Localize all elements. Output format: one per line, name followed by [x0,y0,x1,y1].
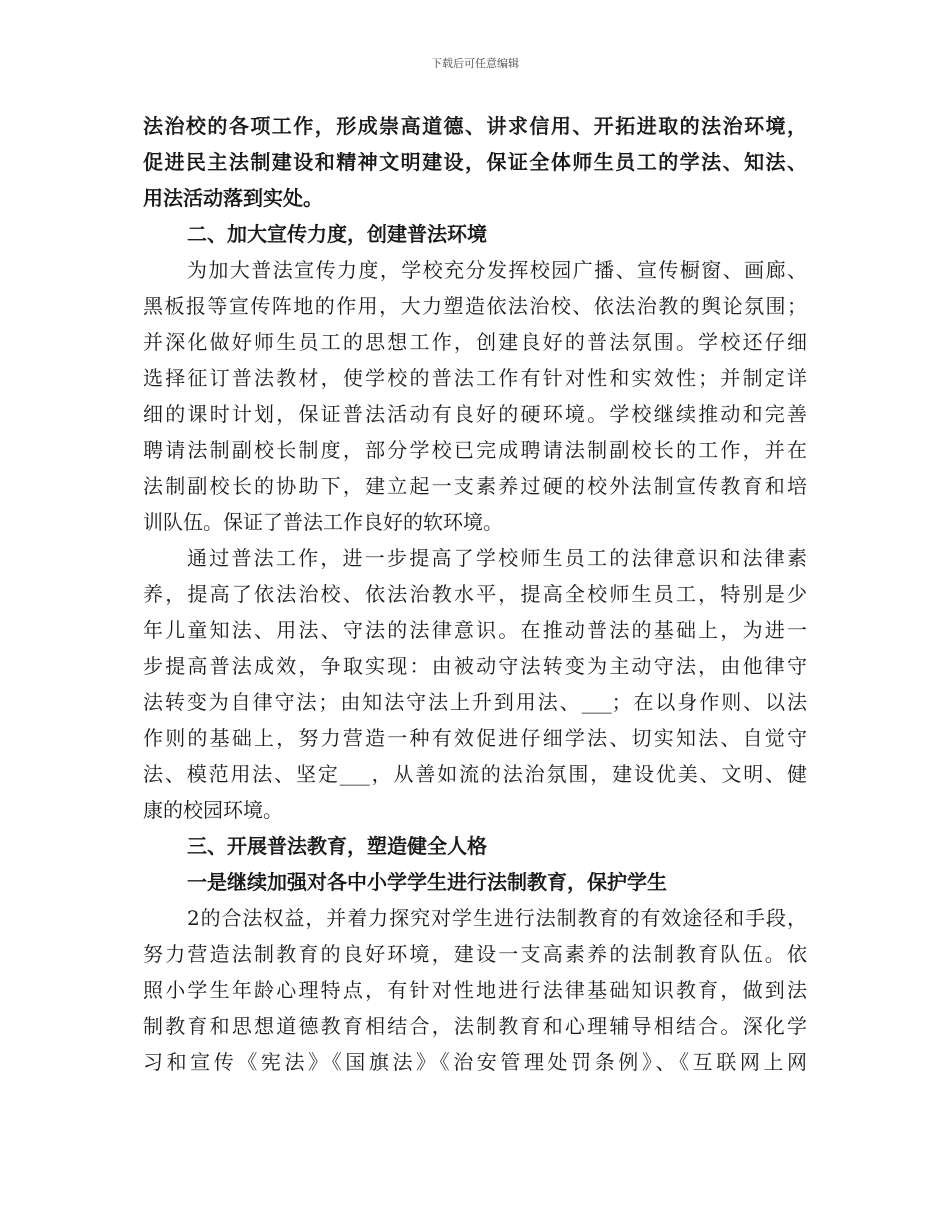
text-line: 选择征订普法教材，使学校的普法工作有针对性和实效性；并制定详 [143,366,807,390]
text-line: 康的校园环境。 [143,798,283,822]
text-line: 养，提高了依法治校、依法治教水平，提高全校师生员工，特别是少 [143,582,807,606]
text-line: 黑板报等宣传阵地的作用，大力塑造依法治校、依法治教的舆论氛围； [143,294,807,318]
text-line: 2的合法权益，并着力探究对学生进行法制教育的有效途径和手段， [187,906,807,930]
text-line: 通过普法工作，进一步提高了学校师生员工的法律意识和法律素 [187,546,807,570]
text-line: 用法活动落到实处。 [143,186,323,210]
text-line: 聘请法制副校长制度，部分学校已完成聘请法制副校长的工作，并在 [143,438,807,462]
text-line: 年儿童知法、用法、守法的法律意识。在推动普法的基础上，为进一 [143,618,807,642]
section-heading: 二、加大宣传力度，创建普法环境 [187,222,487,246]
subsection-heading: 一是继续加强对各中小学学生进行法制教育，保护学生 [187,870,667,894]
text-line: 为加大普法宣传力度，学校充分发挥校园广播、宣传橱窗、画廊、 [187,258,807,282]
text-line: 步提高普法成效，争取实现：由被动守法转变为主动守法，由他律守 [143,654,807,678]
page-header: 下载后可任意编辑 [431,57,519,70]
text-line: 作则的基础上，努力营造一种有效促进仔细学法、切实知法、自觉守 [143,726,807,750]
text-line: 照小学生年龄心理特点，有针对性地进行法律基础知识教育，做到法 [143,978,807,1002]
text-line: 并深化做好师生员工的思想工作，创建良好的普法氛围。学校还仔细 [143,330,807,354]
text-line: 细的课时计划，保证普法活动有良好的硬环境。学校继续推动和完善 [143,402,807,426]
section-heading: 三、开展普法教育，塑造健全人格 [187,834,487,858]
text-line: 法、模范用法、坚定___，从善如流的法治氛围，建设优美、文明、健 [143,762,807,786]
document-body [143,108,807,1080]
text-line: 努力营造法制教育的良好环境，建设一支高素养的法制教育队伍。依 [143,942,807,966]
text-line: 训队伍。保证了普法工作良好的软环境。 [143,510,503,534]
text-line: 制教育和思想道德教育相结合，法制教育和心理辅导相结合。深化学 [143,1014,807,1038]
text-line: 习和宣传《宪法》《国旗法》《治安管理处罚条例》、《互联网上网 [143,1050,807,1074]
text-line: 法治校的各项工作，形成崇高道德、讲求信用、开拓进取的法治环境， [143,114,807,138]
text-line: 法制副校长的协助下，建立起一支素养过硬的校外法制宣传教育和培 [143,474,807,498]
text-line: 法转变为自律守法；由知法守法上升到用法、___；在以身作则、以法 [143,690,807,714]
text-line: 促进民主法制建设和精神文明建设，保证全体师生员工的学法、知法、 [143,150,807,174]
